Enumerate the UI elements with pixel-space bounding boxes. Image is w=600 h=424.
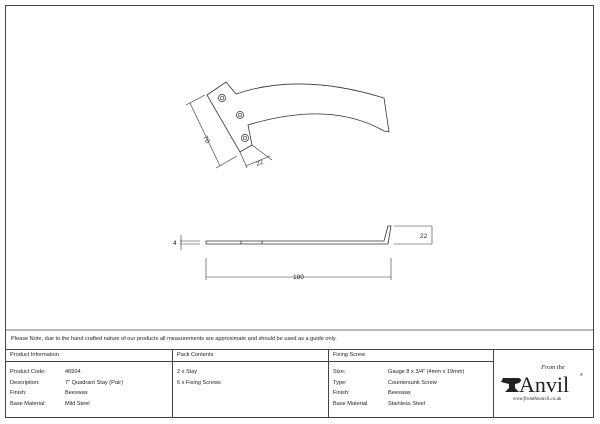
disclaimer-note: Please Note, due to the hand crafted nature of our products all measurements are approximate and should be used as a guide only. <box>11 336 337 342</box>
pack-item: 6 x Fixing Screws <box>177 379 221 386</box>
dimension-4-label: 4 <box>173 240 177 247</box>
screw-row <box>333 388 493 399</box>
dimension-180-label: 180 <box>293 274 304 281</box>
screw-hole-middle <box>236 111 243 118</box>
screw-hole-bottom <box>241 134 248 141</box>
fixing-screw-heading: Fixing Screw <box>329 350 493 362</box>
dimension-4-line <box>180 235 200 250</box>
row-label: Product Code: <box>10 369 46 375</box>
row-value: Countersunk Screw <box>388 379 437 386</box>
logo-tagline: From the <box>541 364 565 371</box>
pack-contents-heading: Pack Contents <box>173 350 328 362</box>
screw-row <box>333 399 493 410</box>
row-value: Beeswax <box>388 390 411 396</box>
logo-registered-mark: ® <box>580 372 583 377</box>
product-row <box>10 399 172 410</box>
row-label: Base Material: <box>10 400 46 407</box>
anvil-icon <box>501 378 521 392</box>
pack-item: 2 x Stay <box>177 369 198 375</box>
screw-hole-top <box>218 94 225 101</box>
from-the-anvil-logo <box>497 358 589 413</box>
product-row <box>10 388 172 399</box>
fixing-screw-column <box>329 350 494 418</box>
product-info-column <box>6 350 173 418</box>
product-row <box>10 378 172 389</box>
dimension-70-line <box>186 95 237 168</box>
row-value: 46504 <box>65 369 81 375</box>
logo-url: www.fromtheanvil.co.uk <box>513 397 562 402</box>
product-info-heading: Product Information <box>6 350 172 362</box>
row-value: Beeswax <box>65 390 88 396</box>
row-label: Type: <box>333 379 347 386</box>
row-label: Description: <box>10 379 40 386</box>
row-value: Mild Steel <box>65 400 90 407</box>
dimension-22-side-label: 22 <box>420 233 428 240</box>
logo-name: Anvil <box>519 372 570 397</box>
pack-contents-column <box>173 350 329 418</box>
product-row <box>10 367 172 378</box>
row-label: Size: <box>333 369 346 375</box>
row-value: 7" Quadrant Stay (Pair) <box>65 379 123 386</box>
dimension-70-label: 70 <box>201 134 211 145</box>
row-label: Finish: <box>333 390 350 396</box>
stay-side-view <box>206 226 391 244</box>
dimension-22-top-label: 22 <box>255 158 265 168</box>
row-label: Base Material <box>333 400 368 407</box>
row-label: Finish: <box>10 390 27 396</box>
screw-row <box>333 367 493 378</box>
row-value: Stainless Steel <box>388 400 426 407</box>
screw-row <box>333 378 493 389</box>
stay-plan-view <box>207 82 389 152</box>
row-value: Gauge 8 x 3/4" (4mm x 19mm) <box>388 369 465 375</box>
